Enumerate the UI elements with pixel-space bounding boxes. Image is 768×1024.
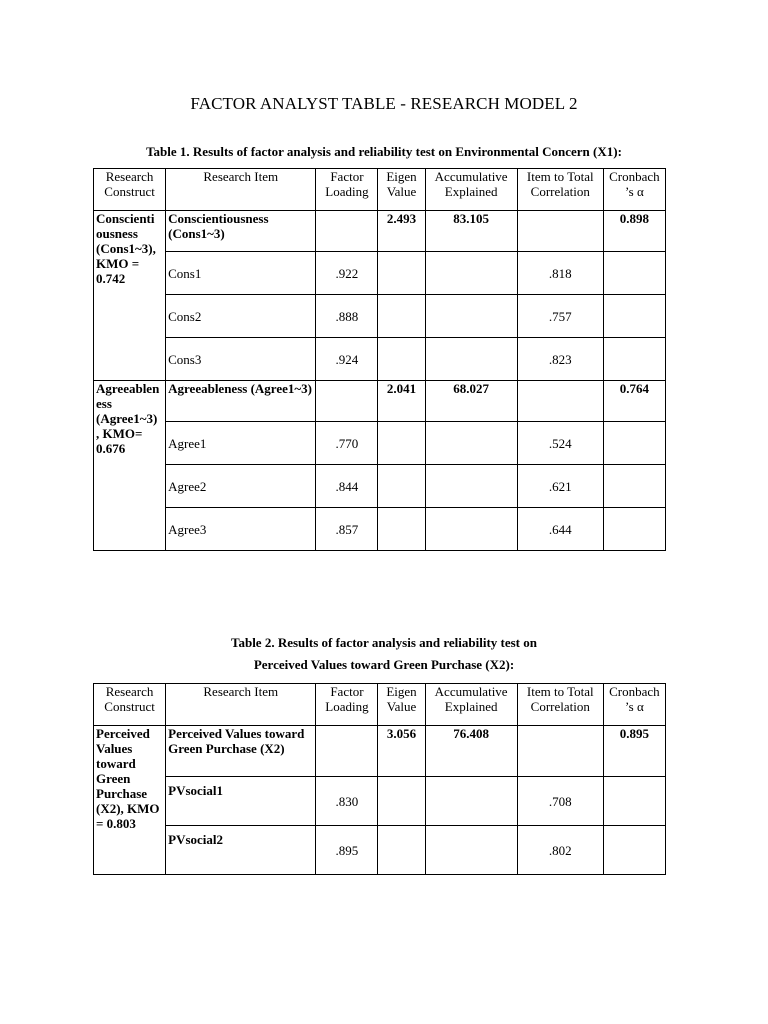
item-total-correlation <box>517 381 603 422</box>
cronbach-alpha <box>603 826 665 875</box>
item-total-correlation: .757 <box>517 295 603 338</box>
accumulative-explained <box>425 252 517 295</box>
eigen-value <box>378 422 425 465</box>
table-row <box>94 465 666 508</box>
item-total-correlation <box>517 726 603 777</box>
construct-line: = 0.803 <box>96 816 136 831</box>
cronbach-alpha <box>603 508 665 551</box>
summary-item: Agreeableness (Agree1~3) <box>166 381 316 422</box>
header-item-total-correlation: Item to Total Correlation <box>517 684 603 726</box>
cronbach-alpha <box>603 295 665 338</box>
cronbach-alpha <box>603 252 665 295</box>
factor-loading <box>316 381 378 422</box>
item-total-correlation: .644 <box>517 508 603 551</box>
factor-loading: .888 <box>316 295 378 338</box>
construct-line: Green <box>96 771 131 786</box>
item-label: PVsocial1 <box>166 777 316 826</box>
item-total-correlation: .818 <box>517 252 603 295</box>
table-1-caption: Table 1. Results of factor analysis and reliability test on Environmental Concern (X1): <box>146 144 622 159</box>
header-factor-loading: Factor Loading <box>316 684 378 726</box>
header-eigen-value: Eigen Value <box>378 684 425 726</box>
item-label: Agree1 <box>166 422 316 465</box>
header-cronbach-alpha: Cronbach ’s α <box>603 684 665 726</box>
accumulative-explained <box>425 826 517 875</box>
caption-line: Table 2. Results of factor analysis and reliability test on <box>230 635 537 650</box>
table-2 <box>93 683 666 875</box>
table-header-row <box>94 684 666 726</box>
table-row <box>94 381 666 422</box>
eigen-value: 3.056 <box>378 726 425 777</box>
construct-line: ess <box>96 396 112 411</box>
cronbach-alpha: 0.764 <box>603 381 665 422</box>
factor-loading: .830 <box>316 777 378 826</box>
item-total-correlation: .802 <box>517 826 603 875</box>
factor-loading: .857 <box>316 508 378 551</box>
document-title: FACTOR ANALYST TABLE - RESEARCH MODEL 2 <box>190 94 578 113</box>
cronbach-alpha <box>603 338 665 381</box>
eigen-value <box>378 295 425 338</box>
construct-line: toward <box>96 756 136 771</box>
item-label: PVsocial2 <box>166 826 316 875</box>
construct-line: Agreeablen <box>96 381 160 396</box>
header-research-item: Research Item <box>166 684 316 726</box>
construct-line: Values <box>96 741 133 756</box>
header-research-construct: Research Construct <box>94 169 166 211</box>
construct-line: (Cons1~3), <box>96 241 156 256</box>
eigen-value <box>378 508 425 551</box>
cronbach-alpha: 0.895 <box>603 726 665 777</box>
construct-line: Conscienti <box>96 211 155 226</box>
eigen-value: 2.041 <box>378 381 425 422</box>
table-header-row <box>94 169 666 211</box>
accumulative-explained <box>425 338 517 381</box>
table-row <box>94 777 666 826</box>
header-accumulative-explained: Accumulative Explained <box>425 169 517 211</box>
eigen-value <box>378 465 425 508</box>
header-research-construct: Research Construct <box>94 684 166 726</box>
construct-line: (X2), KMO <box>96 801 160 816</box>
eigen-value <box>378 252 425 295</box>
cronbach-alpha <box>603 465 665 508</box>
accumulative-explained <box>425 508 517 551</box>
accumulative-explained <box>425 465 517 508</box>
table-1 <box>93 168 666 551</box>
accumulative-explained: 68.027 <box>425 381 517 422</box>
table-row <box>94 252 666 295</box>
construct-line: KMO = <box>96 256 140 271</box>
cronbach-alpha: 0.898 <box>603 211 665 252</box>
factor-loading: .770 <box>316 422 378 465</box>
table-row <box>94 295 666 338</box>
item-label: Agree2 <box>166 465 316 508</box>
header-item-total-correlation: Item to Total Correlation <box>517 169 603 211</box>
factor-loading: .924 <box>316 338 378 381</box>
item-label: Cons3 <box>166 338 316 381</box>
table-row <box>94 726 666 777</box>
item-total-correlation: .823 <box>517 338 603 381</box>
construct-line: Perceived <box>96 726 150 741</box>
header-accumulative-explained: Accumulative Explained <box>425 684 517 726</box>
table-row <box>94 508 666 551</box>
item-total-correlation: .621 <box>517 465 603 508</box>
eigen-value: 2.493 <box>378 211 425 252</box>
item-label: Agree3 <box>166 508 316 551</box>
cronbach-alpha <box>603 777 665 826</box>
header-eigen-value: Eigen Value <box>378 169 425 211</box>
construct-cell <box>94 381 166 551</box>
accumulative-explained: 76.408 <box>425 726 517 777</box>
factor-loading: .922 <box>316 252 378 295</box>
construct-line: ousness <box>96 226 138 241</box>
construct-line: , KMO= <box>96 426 143 441</box>
factor-loading <box>316 726 378 777</box>
table-row <box>94 211 666 252</box>
summary-item: Perceived Values toward Green Purchase (X2) <box>166 726 316 777</box>
construct-line: 0.676 <box>96 441 126 456</box>
construct-cell <box>94 726 166 875</box>
table-2-caption <box>0 632 768 676</box>
construct-cell <box>94 211 166 381</box>
item-total-correlation: .524 <box>517 422 603 465</box>
item-total-correlation <box>517 211 603 252</box>
accumulative-explained: 83.105 <box>425 211 517 252</box>
summary-item: Conscientiousness (Cons1~3) <box>166 211 316 252</box>
header-research-item: Research Item <box>166 169 316 211</box>
caption-line: Perceived Values toward Green Purchase (X2): <box>253 657 515 672</box>
table-row <box>94 422 666 465</box>
table-row <box>94 826 666 875</box>
item-label: Cons2 <box>166 295 316 338</box>
eigen-value <box>378 826 425 875</box>
factor-loading: .844 <box>316 465 378 508</box>
header-factor-loading: Factor Loading <box>316 169 378 211</box>
construct-line: 0.742 <box>96 271 126 286</box>
construct-line: (Agree1~3) <box>96 411 158 426</box>
accumulative-explained <box>425 777 517 826</box>
header-cronbach-alpha: Cronbach ’s α <box>603 169 665 211</box>
item-label: Cons1 <box>166 252 316 295</box>
cronbach-alpha <box>603 422 665 465</box>
construct-line: Purchase <box>96 786 148 801</box>
accumulative-explained <box>425 422 517 465</box>
table-row <box>94 338 666 381</box>
eigen-value <box>378 338 425 381</box>
eigen-value <box>378 777 425 826</box>
accumulative-explained <box>425 295 517 338</box>
factor-loading: .895 <box>316 826 378 875</box>
item-total-correlation: .708 <box>517 777 603 826</box>
factor-loading <box>316 211 378 252</box>
